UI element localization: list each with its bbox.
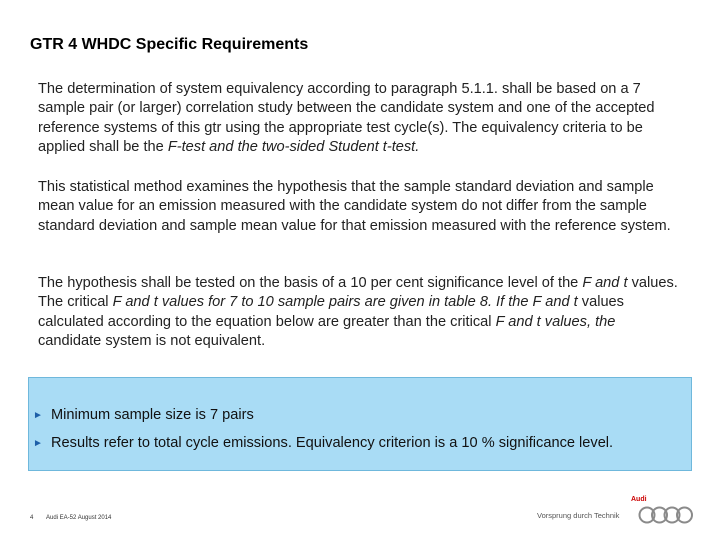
brand-tagline: Vorsprung durch Technik (537, 511, 620, 520)
bullet-text: Results refer to total cycle emissions. Equivalency criterion is a 10 % significance level. (51, 435, 614, 451)
text-segment: F and t values, the (495, 313, 616, 330)
text-segment: F and t values for 7 to 10 sample pairs are given in table 8. If the F and t (112, 294, 578, 311)
bullet-text: Minimum sample size is 7 pairs (51, 407, 254, 423)
arrow-right-icon: ► (33, 437, 43, 449)
summary-box (28, 377, 692, 471)
text-segment: The hypothesis shall be tested on the basis of a 10 per cent significance level of the (38, 275, 583, 291)
text-segment: F and t (582, 275, 628, 291)
arrow-right-icon: ► (33, 409, 43, 421)
paragraph-statistical-method: This statistical method examines the hypothesis that the sample standard deviation and sample mean value for an emission measured with the candidate system do not differ from the sample standard deviation and sample mean value for that emission measured with the reference system. (38, 179, 671, 234)
audi-rings-icon (638, 505, 694, 525)
footer-text: Audi EA-52 August 2014 (46, 515, 112, 521)
paragraph-hypothesis (38, 274, 678, 352)
text-segment: The determination of system equivalency according to paragraph 5.1.1. shall be based on a 7 sample pair (or larger) correlation study between the candidate system and one of the accepted reference systems of this gtr using the appropriate test cycle(s). The equivalency criteria to be applied shall be the (38, 81, 655, 156)
summary-bullet (33, 435, 613, 451)
text-segment: candidate system is not equivalent. (38, 333, 266, 350)
slide-title: GTR 4 WHDC Specific Requirements (30, 36, 309, 53)
summary-bullet (33, 407, 254, 423)
brand-name: Audi (631, 496, 647, 503)
text-segment: values. The critical (38, 275, 678, 311)
text-segment: values calculated according to the equation below are greater than the critical (38, 294, 624, 330)
paragraph-equivalency (38, 80, 678, 158)
page-number: 4 (30, 515, 34, 521)
text-segment: F-test and the two-sided Student t-test. (167, 139, 420, 156)
